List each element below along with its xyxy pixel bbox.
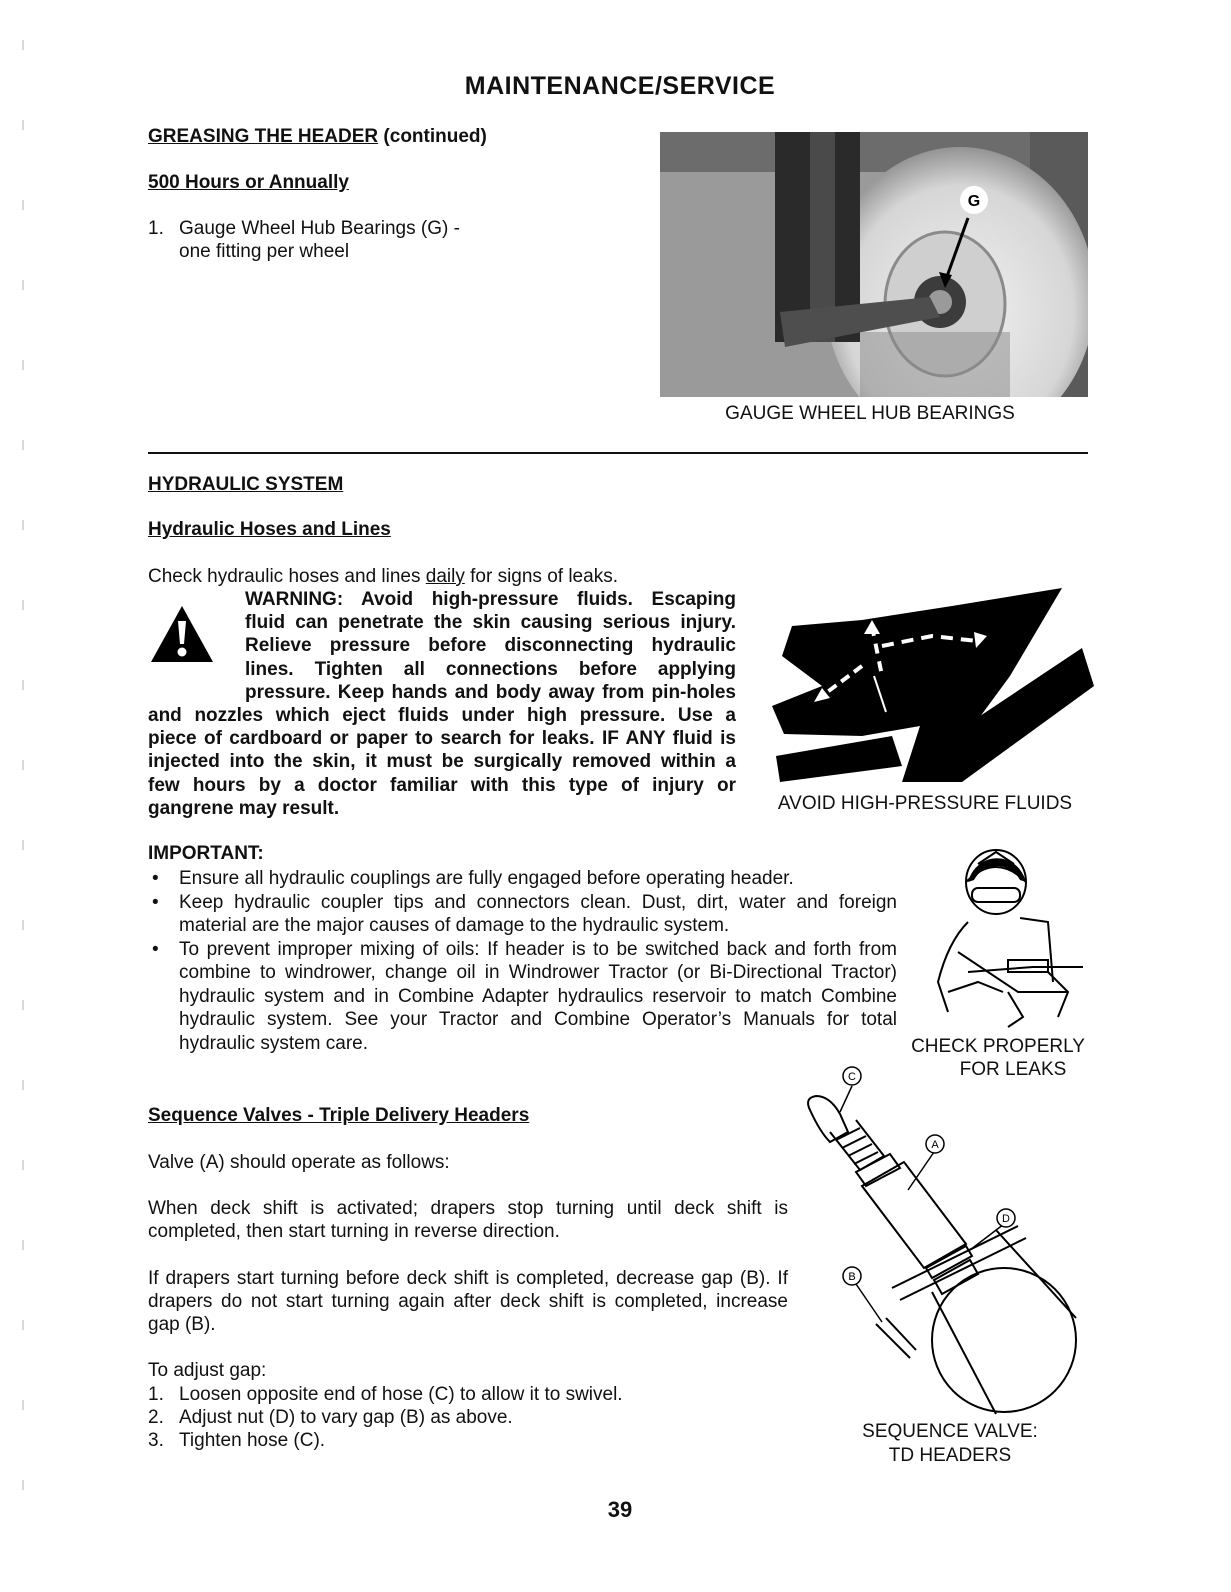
warning-line: lines. Tighten all connections before applying: [245, 658, 736, 680]
warning-line: and nozzles which eject fluids under high pressure. Use a: [148, 705, 736, 726]
step-number: 1.: [148, 1384, 164, 1405]
bullet-text: To prevent improper mixing of oils: If header is to be switched back and forth from combine to windrower, change oil in Windrower Tractor (or Bi-Directional Tractor) hydraulic system and in Combine Adapter hydraulics reservoir to match Combine hydraulic system. See your Tractor and Combine Operator’s Manuals for total hydraulic system care.: [179, 938, 897, 1054]
greasing-heading-suffix: (continued): [383, 126, 487, 147]
greasing-subheading: 500 Hours or Annually: [148, 172, 349, 193]
check-text-before: Check hydraulic hoses and lines: [148, 566, 426, 587]
important-heading: IMPORTANT:: [148, 843, 264, 864]
leaks-caption-line2: FOR LEAKS: [959, 1059, 1067, 1080]
check-text-daily: daily: [425, 566, 465, 587]
greasing-item: [148, 217, 508, 263]
list-item: [148, 1383, 788, 1406]
warning-line: pressure. Keep hands and body away from pin-holes: [245, 681, 736, 703]
step-text: Tighten hose (C).: [179, 1430, 326, 1451]
high-pressure-hand-illustration: [762, 586, 1098, 788]
greasing-item-number: 1.: [148, 218, 164, 239]
step-number: 2.: [148, 1407, 164, 1428]
leaks-caption-line1: CHECK PROPERLY: [911, 1036, 1085, 1057]
step-number: 3.: [148, 1430, 164, 1451]
check-leaks-illustration: [908, 842, 1093, 1032]
bullet-text: Ensure all hydraulic couplings are fully engaged before operating header.: [179, 868, 794, 889]
warning-line: WARNING: Avoid high-pressure fluids. Escaping: [245, 589, 736, 610]
sequence-p1: Valve (A) should operate as follows:: [148, 1152, 450, 1173]
adjust-steps: [148, 1383, 788, 1452]
greasing-heading-row: [148, 126, 487, 148]
step-text: Loosen opposite end of hose (C) to allow it to swivel.: [179, 1384, 623, 1405]
warning-line: few hours by a doctor familiar with this type of injury or: [148, 774, 736, 796]
check-hoses-text: [148, 565, 618, 588]
greasing-item-line2: one fitting per wheel: [179, 241, 350, 262]
gauge-wheel-caption: GAUGE WHEEL HUB BEARINGS: [725, 403, 1015, 424]
sequence-valve-diagram: [800, 1062, 1090, 1422]
list-item: [148, 867, 897, 891]
warning-block-top: [245, 588, 736, 704]
step-text: Adjust nut (D) to vary gap (B) as above.: [179, 1407, 513, 1428]
bullet-icon: •: [152, 891, 159, 913]
greasing-item-line1: Gauge Wheel Hub Bearings (G) -: [179, 218, 460, 239]
bullet-text: Keep hydraulic coupler tips and connectors clean. Dust, dirt, water and foreign material are the major causes of damage to the hydraulic system.: [179, 891, 897, 936]
hydraulic-heading: HYDRAULIC SYSTEM: [148, 474, 344, 495]
bullet-icon: •: [152, 938, 159, 960]
sequence-p2: When deck shift is activated; drapers stop turning until deck shift is completed, then start turning in reverse direction.: [148, 1198, 788, 1242]
callout-a-label: A: [931, 1139, 939, 1151]
callout-g-label: G: [967, 193, 981, 210]
callout-d-label: D: [1002, 1213, 1010, 1225]
callout-b-label: B: [848, 1271, 856, 1283]
important-bullets: [148, 867, 897, 1055]
page-title: MAINTENANCE/SERVICE: [464, 72, 776, 100]
warning-line: injected into the skin, it must be surgically removed within a: [148, 751, 736, 773]
check-text-after: for signs of leaks.: [464, 566, 618, 587]
list-item: [148, 891, 897, 938]
adjust-heading: To adjust gap:: [148, 1360, 267, 1381]
greasing-heading: GREASING THE HEADER: [148, 126, 379, 147]
section-divider: [148, 452, 1088, 454]
sequence-heading: Sequence Valves - Triple Delivery Headers: [148, 1105, 530, 1126]
page-number: 39: [607, 1497, 633, 1522]
warning-line: Relieve pressure before disconnecting hydraulic: [245, 635, 736, 657]
list-item: [148, 1429, 788, 1452]
warning-triangle-icon: [149, 604, 215, 664]
list-item: [148, 1406, 788, 1429]
callout-c-label: C: [848, 1071, 856, 1083]
hydraulic-subheading: Hydraulic Hoses and Lines: [148, 519, 391, 540]
gauge-wheel-illustration: [660, 132, 1088, 397]
warning-line: gangrene may result.: [148, 797, 340, 819]
sequence-caption-line1: SEQUENCE VALVE:: [862, 1421, 1038, 1442]
list-item: [148, 938, 897, 1056]
warning-line: piece of cardboard or paper to search for leaks. IF ANY fluid is: [148, 728, 736, 750]
fluids-caption: AVOID HIGH-PRESSURE FLUIDS: [777, 793, 1073, 814]
warning-line: fluid can penetrate the skin causing serious injury.: [245, 612, 736, 634]
sequence-p3: If drapers start turning before deck shift is completed, decrease gap (B). If drapers do not start turning again after deck shift is completed, increase gap (B).: [148, 1268, 788, 1335]
bullet-icon: •: [152, 868, 159, 889]
sequence-caption-line2: TD HEADERS: [888, 1445, 1012, 1466]
warning-block-bottom: [148, 704, 736, 820]
gauge-wheel-photo: [660, 132, 1088, 397]
